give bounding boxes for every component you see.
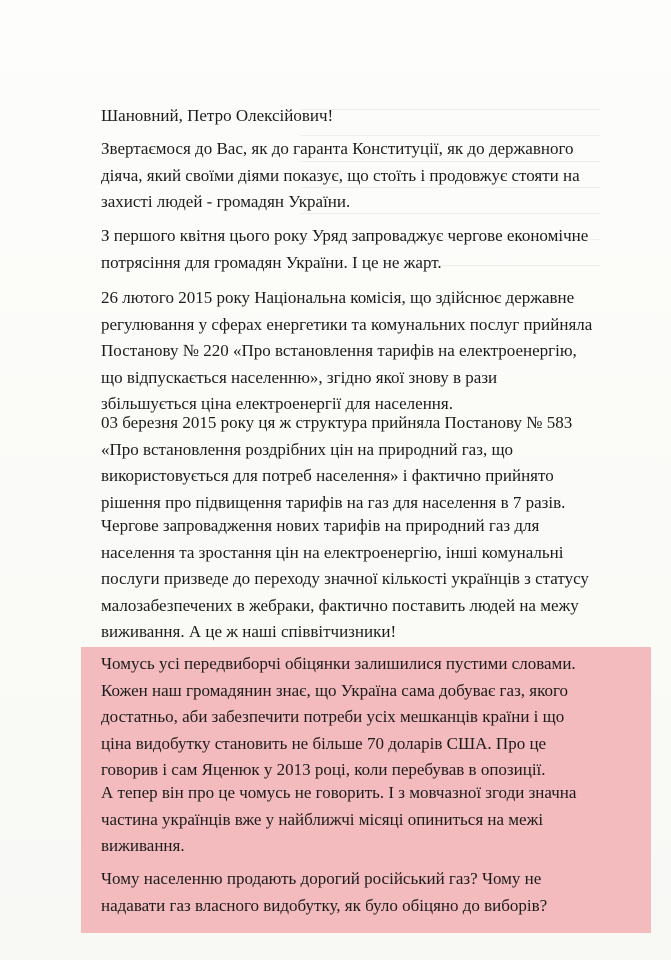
text-line: говорив і сам Яценюк у 2013 році, коли перебував в опозиції.	[101, 760, 546, 779]
paragraph-electricity	[101, 285, 617, 418]
text-line: регулювання у сферах енергетики та комунальних послуг прийняла	[101, 314, 593, 334]
text-line: використовується для потреб населення» і фактично прийнято	[101, 466, 554, 485]
text-line: 03 березня 2015 року ця ж структура прийняла Постанову № 583	[101, 413, 573, 432]
text-line: «Про встановлення роздрібних цін на природний газ, що	[101, 439, 514, 459]
letter-greeting: Шановний, Петро Олексійович!	[101, 106, 334, 125]
text-line: населення та зростання цін на електроенергію, інші комунальні	[101, 542, 564, 562]
text-line: Постанову № 220 «Про встановлення тарифів на електроенергію,	[101, 341, 577, 360]
paragraph-questions	[101, 866, 617, 919]
text-line: надавати газ власного видобутку, як було обіцяно до виборів?	[101, 895, 548, 915]
text-line: Чомусь усі передвиборчі обіцянки залишилися пустими словами.	[101, 654, 576, 673]
text-line: ціна видобутку становить не більше 70 доларів США. Про це	[101, 733, 547, 753]
paragraph-silence	[101, 780, 617, 860]
text-line: 26 лютого 2015 року Національна комісія, що здійснює державне	[101, 288, 575, 307]
text-line: захисті людей - громадян України.	[101, 192, 351, 211]
text-line: діяча, який своїми діями показує, що стоїть і продовжує стояти на	[101, 165, 580, 185]
text-line: Чергове запровадження нових тарифів на природний газ для	[101, 516, 540, 535]
paragraph-appeal	[101, 136, 617, 216]
text-line: малозабезпечених в жебраки, фактично поставить людей на межу	[101, 595, 579, 615]
text-line: рішення про підвищення тарифів на газ для населення в 7 разів.	[101, 492, 566, 512]
text-line: що відпускається населенню», згідно якої знову в рази	[101, 367, 498, 387]
paragraph-promises	[101, 651, 617, 784]
paragraph-april	[101, 223, 617, 276]
paragraph-consequences	[101, 513, 617, 646]
text-line: З першого квітня цього року Уряд запроваджує чергове економічне	[101, 226, 589, 245]
text-line: потрясіння для громадян України. І це не жарт.	[101, 252, 442, 272]
text-line: Кожен наш громадянин знає, що Україна сама добуває газ, якого	[101, 680, 569, 700]
text-line: послуги призведе до переходу значної кількості українців з статусу	[101, 569, 589, 588]
text-line: виживання.	[101, 836, 185, 855]
text-line: А тепер він про це чомусь не говорить. І з мовчазної згоди значна	[101, 783, 577, 802]
text-line: збільшується ціна електроенергії для населення.	[101, 394, 453, 413]
paragraph-gas-prices	[101, 410, 617, 516]
text-line: виживання. А це ж наші співвітчизники!	[101, 622, 397, 641]
text-line: достатньо, аби забезпечити потреби усіх мешканців країни і що	[101, 707, 565, 726]
text-line: Звертаємося до Вас, як до гаранта Конституції, як до державного	[101, 139, 574, 158]
text-line: частина українців вже у найближчі місяці опиниться на межі	[101, 809, 544, 829]
text-line: Чому населенню продають дорогий російський газ? Чому не	[101, 869, 542, 888]
